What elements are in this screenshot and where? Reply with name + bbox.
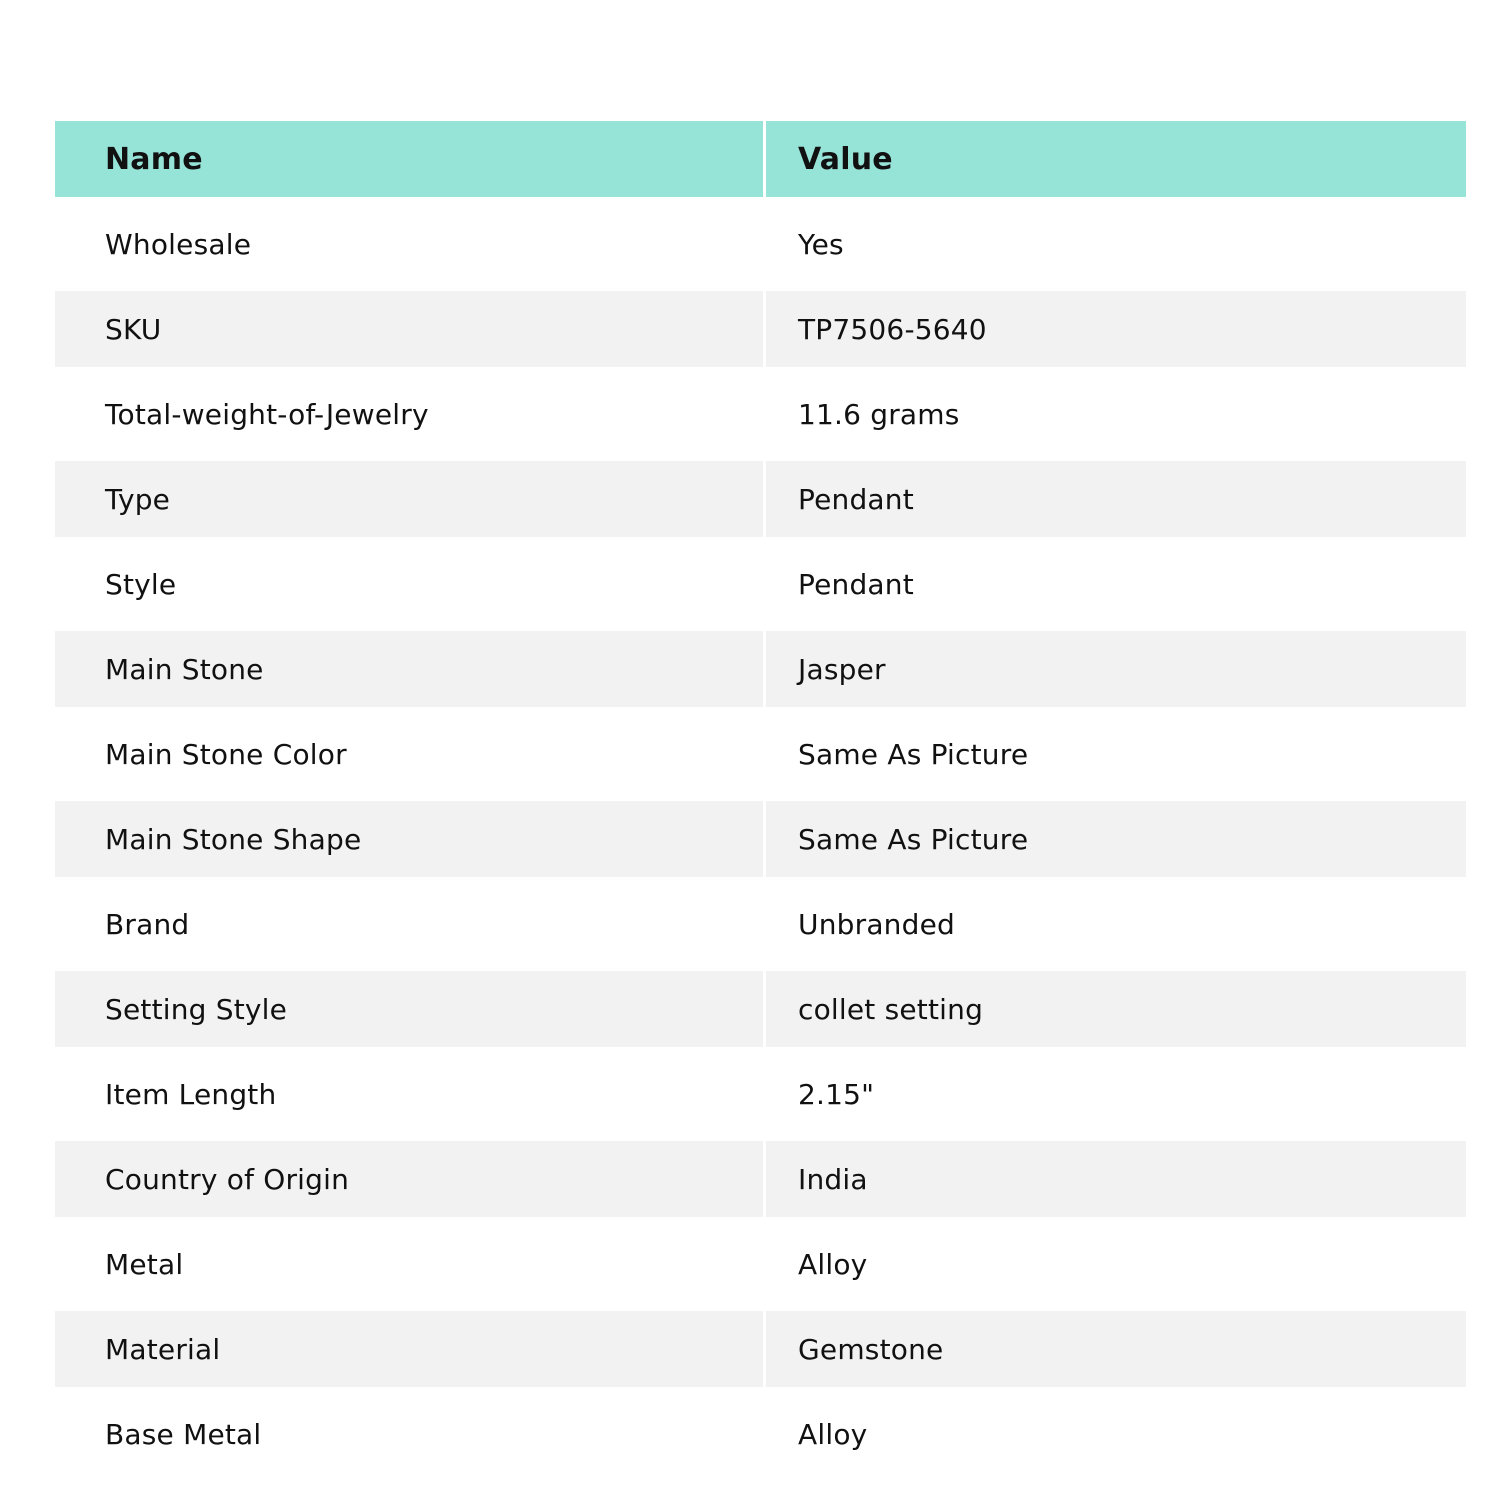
- row-name-cell: Material: [55, 1302, 766, 1387]
- row-value-cell: 2.15": [766, 1047, 1466, 1132]
- row-value-cell: India: [766, 1132, 1466, 1217]
- row-name-cell: Main Stone Color: [55, 707, 766, 792]
- table-row: [55, 877, 1466, 962]
- row-value-cell: Unbranded: [766, 877, 1466, 962]
- row-name-cell: Setting Style: [55, 962, 766, 1047]
- row-value-cell: Gemstone: [766, 1302, 1466, 1387]
- table-row: [55, 367, 1466, 452]
- table-row: [55, 792, 1466, 877]
- table-row: [55, 1217, 1466, 1302]
- table-row: [55, 282, 1466, 367]
- row-value-cell: Pendant: [766, 452, 1466, 537]
- row-value-cell: Alloy: [766, 1217, 1466, 1302]
- table-row: [55, 1132, 1466, 1217]
- table-row: [55, 1302, 1466, 1387]
- row-value-cell: Yes: [766, 197, 1466, 282]
- table-header: [55, 121, 1466, 197]
- row-value-cell: Same As Picture: [766, 707, 1466, 792]
- row-value-cell: 11.6 grams: [766, 367, 1466, 452]
- row-name-cell: Base Metal: [55, 1387, 766, 1472]
- table-row: [55, 452, 1466, 537]
- table-row: [55, 197, 1466, 282]
- header-row: [55, 121, 1466, 197]
- value-column-header: Value: [766, 121, 1466, 197]
- row-name-cell: Main Stone: [55, 622, 766, 707]
- table-row: [55, 1047, 1466, 1132]
- row-value-cell: Alloy: [766, 1387, 1466, 1472]
- row-name-cell: Country of Origin: [55, 1132, 766, 1217]
- row-name-cell: Type: [55, 452, 766, 537]
- table-row: [55, 707, 1466, 792]
- table-row: [55, 622, 1466, 707]
- table-body: [55, 197, 1466, 1472]
- row-value-cell: Same As Picture: [766, 792, 1466, 877]
- table-row: [55, 962, 1466, 1047]
- row-name-cell: Wholesale: [55, 197, 766, 282]
- name-column-header: Name: [55, 121, 766, 197]
- row-name-cell: Brand: [55, 877, 766, 962]
- row-value-cell: collet setting: [766, 962, 1466, 1047]
- row-value-cell: Pendant: [766, 537, 1466, 622]
- product-spec-table: [55, 121, 1466, 1472]
- row-name-cell: Item Length: [55, 1047, 766, 1132]
- row-name-cell: Style: [55, 537, 766, 622]
- row-name-cell: Total-weight-of-Jewelry: [55, 367, 766, 452]
- row-name-cell: SKU: [55, 282, 766, 367]
- row-value-cell: TP7506-5640: [766, 282, 1466, 367]
- row-name-cell: Metal: [55, 1217, 766, 1302]
- row-value-cell: Jasper: [766, 622, 1466, 707]
- table-row: [55, 1387, 1466, 1472]
- row-name-cell: Main Stone Shape: [55, 792, 766, 877]
- table-row: [55, 537, 1466, 622]
